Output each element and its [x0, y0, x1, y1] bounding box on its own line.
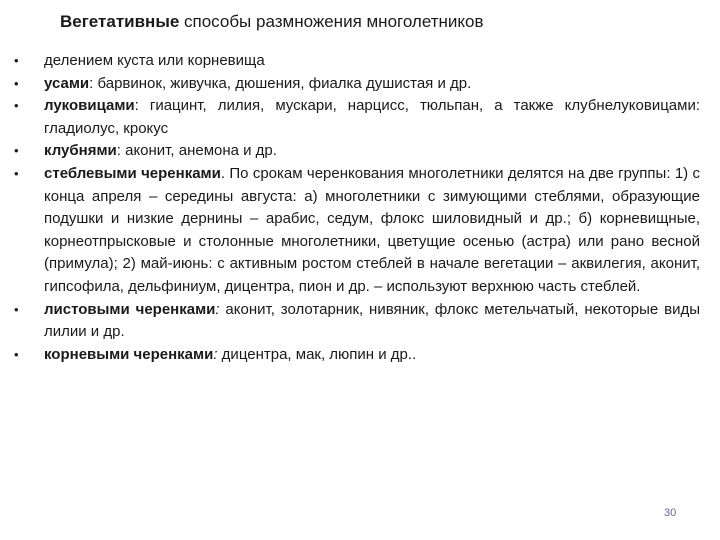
item-text: : аконит, анемона и др.	[116, 142, 277, 160]
item-lead: корневыми черенками	[44, 345, 214, 363]
item-lead: усами	[44, 74, 90, 92]
bullet-icon: •	[14, 143, 19, 159]
bullet-icon: •	[14, 98, 19, 114]
item-lead: листовыми черенками	[44, 300, 216, 318]
list-item-bulbs	[14, 95, 700, 140]
item-text: : барвинок, живучка, дюшения, фиалка душистая и др.	[89, 74, 472, 92]
title-part-bold: Вегетативные	[60, 12, 185, 31]
item-text: : гиацинт, лилия, мускари, нарцисс, тюльпан, а также клубнелуковицами: гладиолус, крокус	[44, 97, 700, 137]
item-lead: луковицами	[44, 97, 135, 115]
page-number: 30	[664, 507, 677, 519]
page-title	[60, 11, 680, 33]
propagation-methods-list	[14, 50, 700, 366]
item-lead: стеблевыми черенками	[44, 164, 221, 182]
bullet-icon: •	[14, 53, 19, 68]
item-colon: :	[213, 345, 218, 363]
bullet-icon: •	[14, 165, 19, 181]
title-part-regular: способы размножения многолетников	[184, 12, 484, 31]
item-lead: клубнями	[44, 142, 117, 160]
item-text: делением куста или корневища	[44, 52, 265, 69]
bullet-icon: •	[14, 346, 19, 362]
item-text: аконит, золотарник, нивяник, флокс метельчатый, некоторые виды лилии и др.	[44, 300, 701, 341]
bullet-icon: •	[14, 75, 19, 91]
item-text: . По срокам черенкования многолетники делятся на две группы: 1) с конца апреля – середины августа: а) многолетники с зимующими стеблями, образующие подушки и низкие дернины – арабис, седум, флокс шиловидный и др.; б) корневищные, корнеотпрысковые и столонные многолетники, цветущие осенью (астра) или рано весной (примула); 2) май-июнь: с активным ростом стеблей в начале вегетации – аквилегия, аконит, гипсофила, дельфиниум, дицентра, пион и др. – используют верхнюю часть стеблей.	[44, 164, 701, 295]
list-item-division	[14, 50, 700, 73]
item-colon: :	[215, 300, 220, 318]
list-item-runners	[14, 73, 700, 96]
list-item-stem-cuttings	[14, 163, 700, 299]
list-item-root-cuttings	[14, 344, 700, 367]
list-item-leaf-cuttings	[14, 299, 700, 344]
list-item-tubers	[14, 140, 700, 163]
item-text: дицентра, мак, люпин и др..	[217, 345, 417, 363]
bullet-icon: •	[14, 301, 19, 317]
